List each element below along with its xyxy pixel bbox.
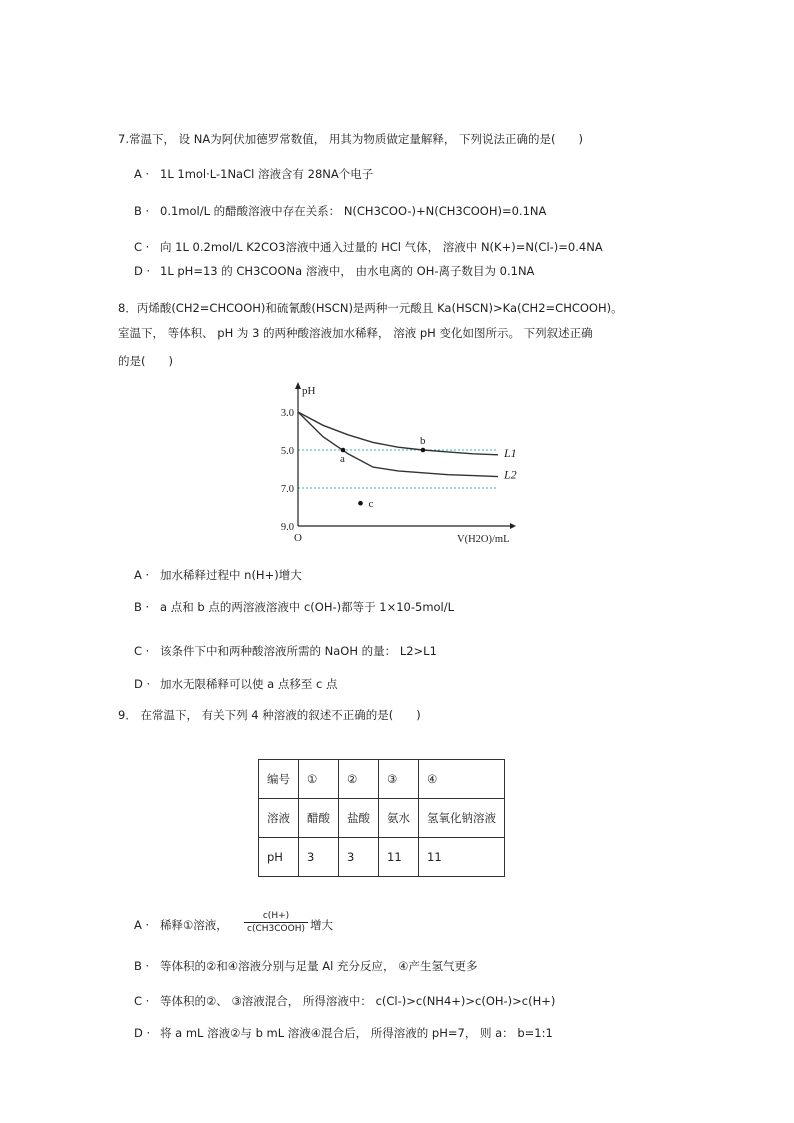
y-tick-label: 9.0 [280, 522, 294, 533]
fraction-numerator: c(H+) [244, 910, 308, 923]
option-a-text-before: 稀释①溶液， [160, 918, 228, 932]
option-text: 1L 1mol·L-1NaCl 溶液含有 28NA个电子 [160, 167, 374, 181]
series-lines [298, 412, 517, 482]
table-cell: 氢氧化钠溶液 [419, 799, 505, 838]
table-cell: 编号 [259, 760, 299, 799]
option-label: A · [134, 568, 150, 582]
option-label: D · [134, 1026, 151, 1040]
ph-dilution-chart [270, 378, 530, 548]
option-label: C · [134, 240, 150, 254]
series-label-l2: L2 [504, 467, 517, 482]
q9-stem: 9． 在常温下， 有关下列 4 种溶液的叙述不正确的是( ) [118, 708, 421, 722]
table-cell: pH [259, 838, 299, 877]
point-c [358, 501, 363, 506]
q8-stem-line2: 室温下， 等体积、 pH 为 3 的两种酸溶液加水稀释， 溶液 pH 变化如图所示。 下列叙述正确 [118, 326, 593, 340]
point-a [341, 448, 346, 453]
option-text: 0.1mol/L 的醋酸溶液中存在关系： N(CH3COO-)+N(CH3COOH)=0.1NA [160, 204, 547, 218]
q8-option-d[interactable] [134, 676, 338, 692]
option-label: B · [134, 204, 150, 218]
q8-stem-line3: 的是( ) [118, 354, 173, 368]
table-cell: 盐酸 [339, 799, 379, 838]
q9-option-c[interactable] [134, 993, 555, 1009]
table-cell: ② [339, 760, 379, 799]
point-label-b: b [420, 435, 426, 447]
option-text: 等体积的②和④溶液分别与足量 Al 充分反应， ④产生氢气更多 [160, 959, 478, 973]
table-row [259, 799, 505, 838]
y-axis-arrow [295, 382, 301, 389]
table-cell: ④ [419, 760, 505, 799]
y-tick-label: 7.0 [280, 484, 294, 495]
series-label-l1: L1 [504, 445, 517, 460]
q7-stem: 7.常温下， 设 NA为阿伏加德罗常数值， 用其为物质做定量解释， 下列说法正确的是( ) [118, 132, 584, 146]
option-text: 该条件下中和两种酸溶液所需的 NaOH 的量： L2>L1 [160, 644, 437, 658]
chart-axes [294, 382, 516, 545]
option-text: 等体积的②、 ③溶液混合， 所得溶液中： c(Cl-)>c(NH4+)>c(OH-)>c(H+) [160, 994, 556, 1008]
option-text: 加水稀释过程中 n(H+)增大 [160, 568, 302, 582]
fraction-denominator: c(CH3COOH) [247, 924, 305, 934]
x-axis-label: V(H2O)/mL [457, 534, 510, 545]
option-label: C · [134, 644, 150, 658]
q7-option-b[interactable] [134, 203, 546, 219]
q7-option-d[interactable] [134, 263, 534, 279]
option-label: A · [134, 918, 150, 932]
origin-label: O [294, 532, 302, 544]
y-tick-labels [281, 408, 294, 533]
q9-option-d[interactable] [134, 1025, 553, 1041]
option-text: 加水无限稀释可以使 a 点移至 c 点 [160, 677, 338, 691]
y-tick-label: 3.0 [280, 408, 294, 419]
option-label: C · [134, 994, 150, 1008]
table-row [259, 838, 505, 877]
option-a-text-after: 增大 [310, 918, 333, 932]
table-cell: 醋酸 [299, 799, 339, 838]
table-cell: 溶液 [259, 799, 299, 838]
point-label-c: c [368, 498, 374, 511]
q8-stem-line1: 8．丙烯酸(CH2=CHCOOH)和硫氰酸(HSCN)是两种一元酸且 Ka(HSCN)>Ka(CH2=CHCOOH)。 [118, 301, 623, 315]
table-cell: ③ [379, 760, 419, 799]
option-label: D · [134, 677, 151, 691]
option-label: D · [134, 264, 151, 278]
reference-lines [298, 450, 498, 488]
y-tick-label: 5.0 [280, 446, 294, 457]
table-cell: 11 [419, 838, 505, 877]
table-cell: 氨水 [379, 799, 419, 838]
option-text: a 点和 b 点的两溶液溶液中 c(OH-)都等于 1×10-5mol/L [160, 600, 455, 614]
solution-table [258, 759, 505, 877]
series-line-l2 [298, 412, 498, 477]
table-cell: 11 [379, 838, 419, 877]
q7-option-a[interactable] [134, 166, 373, 182]
q8-option-c[interactable] [134, 643, 437, 659]
point-b [421, 448, 426, 453]
q9-option-a[interactable] [134, 917, 228, 933]
table-cell: 3 [299, 838, 339, 877]
concentration-fraction [244, 910, 308, 935]
q9-option-b[interactable] [134, 958, 477, 974]
option-text: 将 a mL 溶液②与 b mL 溶液④混合后， 所得溶液的 pH=7， 则 a： b=1:1 [160, 1026, 553, 1040]
point-label-a: a [340, 453, 345, 465]
option-text: 向 1L 0.2mol/L K2CO3溶液中通入过量的 HCl 气体， 溶液中 N(K+)=N(Cl-)=0.4NA [160, 240, 603, 254]
table-cell: ① [299, 760, 339, 799]
x-axis-arrow [510, 523, 516, 529]
q8-option-b[interactable] [134, 599, 454, 615]
option-text: 1L pH=13 的 CH3COONa 溶液中， 由水电离的 OH-离子数目为 0.1NA [160, 264, 535, 278]
option-label: A · [134, 167, 150, 181]
y-axis-label: pH [302, 385, 316, 397]
q8-option-a[interactable] [134, 567, 302, 583]
table-cell: 3 [339, 838, 379, 877]
table-row [259, 760, 505, 799]
option-label: B · [134, 600, 150, 614]
series-line-l1 [298, 412, 498, 455]
option-label: B · [134, 959, 150, 973]
q7-option-c[interactable] [134, 239, 603, 255]
